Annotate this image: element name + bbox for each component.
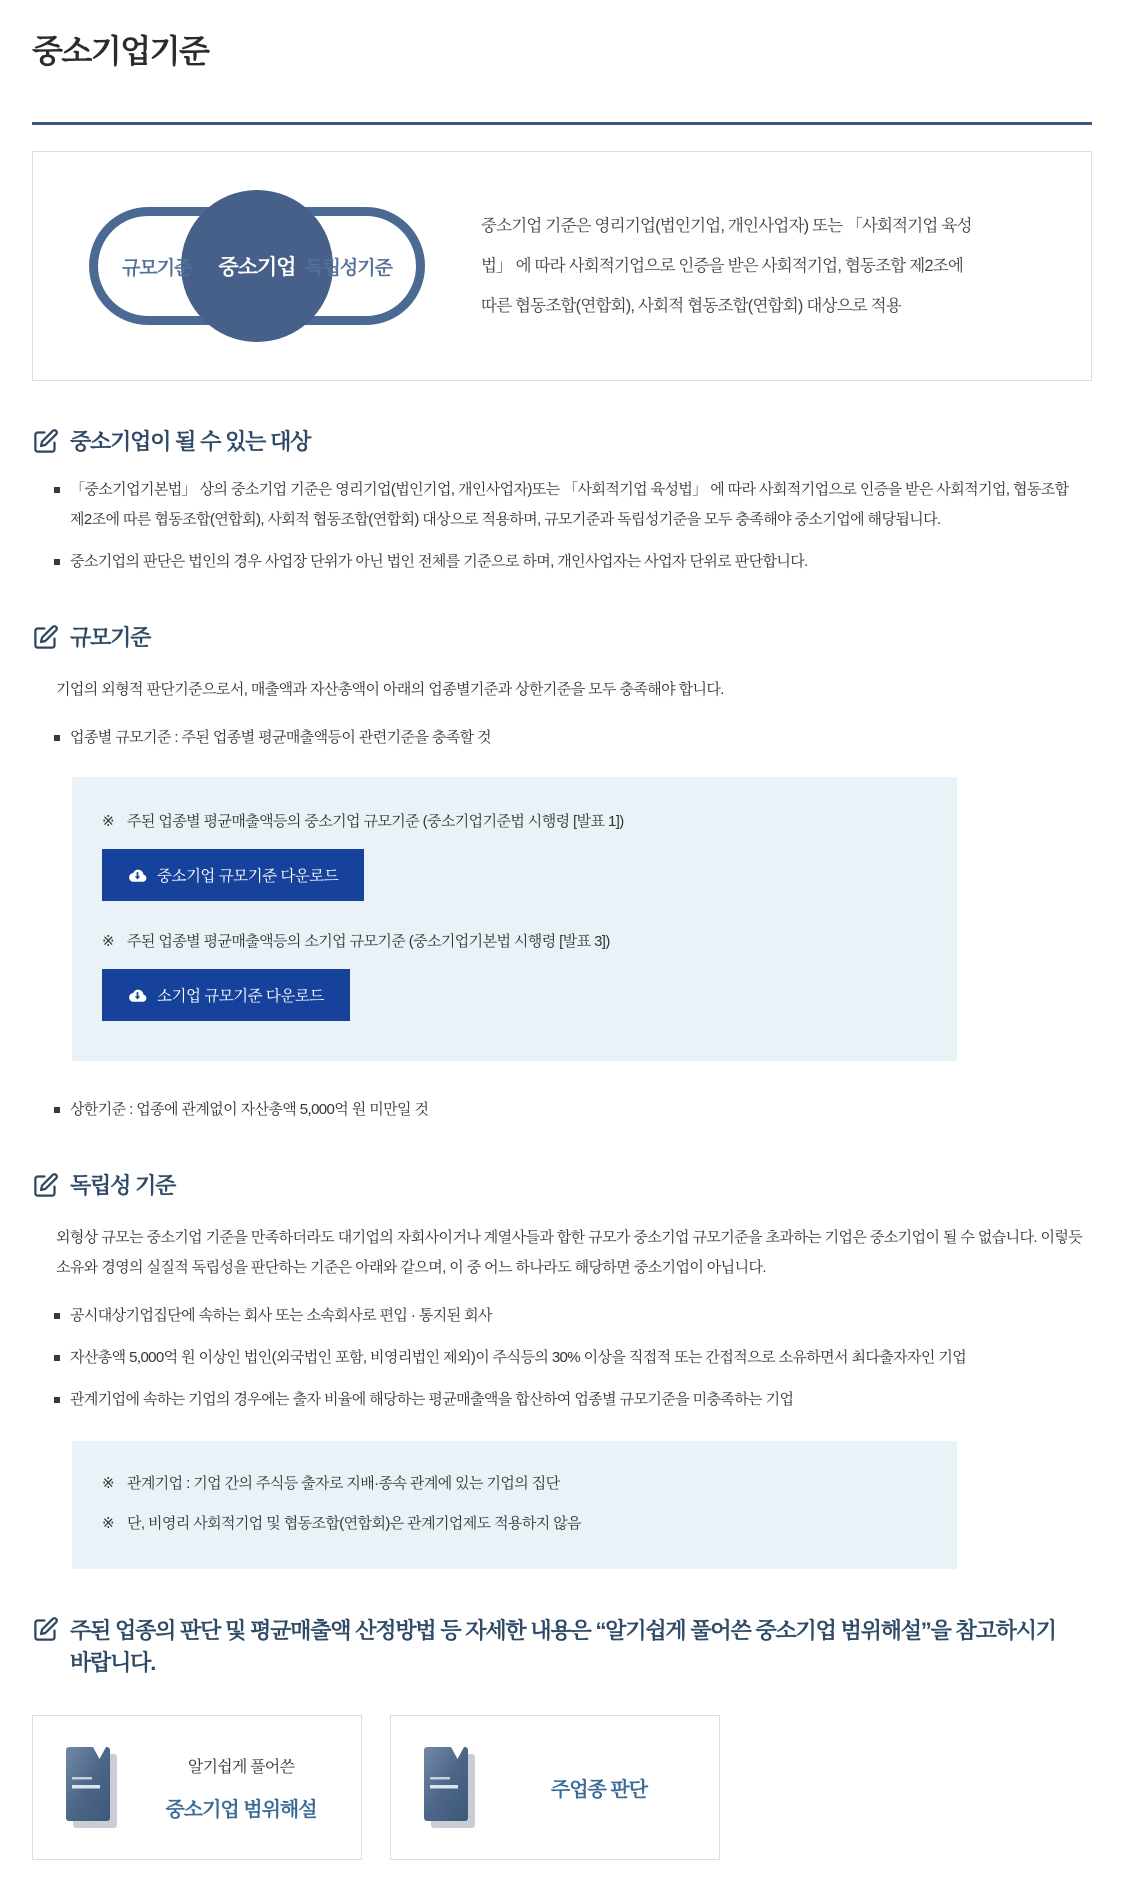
scale-note-box (72, 777, 957, 1061)
section-scale-heading (32, 623, 1092, 653)
page-title: 중소기업기준 (32, 33, 209, 69)
scale-bullets (54, 723, 1092, 753)
bullet-item: 중소기업의 판단은 법인의 경우 사업장 단위가 아닌 법인 전체를 기준으로 하며, 개인사업자는 사업자 단위로 판단합니다. (54, 547, 1084, 577)
note-line (102, 811, 927, 833)
sme-size-download-button[interactable] (102, 849, 364, 901)
venn-label-center: 중소기업 (218, 256, 296, 279)
book-icon (63, 1745, 129, 1831)
venn-diagram (89, 207, 425, 325)
bullet-item: 업종별 규모기준 : 주된 업종별 평균매출액등이 관련기준을 충족할 것 (54, 723, 1084, 753)
section-title: 독립성 기준 (70, 1173, 176, 1198)
independence-bullets (54, 1301, 1092, 1415)
bullet-item: 상한기준 : 업종에 관계없이 자산총액 5,000억 원 미만일 것 (54, 1095, 1084, 1125)
title-divider (32, 122, 1092, 125)
bullet-item: 공시대상기업집단에 속하는 회사 또는 소속회사로 편입 · 통지된 회사 (54, 1301, 1084, 1331)
edit-icon (32, 428, 59, 455)
reference-mark: ※ (102, 813, 114, 830)
download-button-label: 소기업 규모기준 다운로드 (157, 988, 324, 1005)
book-icon (421, 1745, 487, 1831)
download-button-label: 중소기업 규모기준 다운로드 (157, 868, 339, 885)
venn-label-left: 규모기준 (122, 257, 192, 279)
bullet-item: 관계기업에 속하는 기업의 경우에는 출자 비율에 해당하는 평균매출액을 합산하여 업종별 규모기준을 미충족하는 기업 (54, 1385, 1084, 1415)
card-labels (129, 1754, 353, 1822)
reference-mark: ※ (102, 1515, 114, 1532)
card-labels (487, 1773, 711, 1802)
card-main-label: 중소기업 범위해설 (165, 1798, 317, 1821)
section-eligible-heading (32, 427, 1092, 457)
note-text: 주된 업종별 평균매출액등의 중소기업 규모기준 (중소기업기준법 시행령 [발표 1]) (126, 813, 624, 830)
scale-intro: 기업의 외형적 판단기준으로서, 매출액과 자산총액이 아래의 업종별기준과 상한기준을 모두 충족해야 합니다. (56, 681, 724, 698)
edit-icon (32, 1616, 59, 1643)
scale-cap-bullet (54, 1095, 1092, 1125)
edit-icon (32, 624, 59, 651)
note-text: 단, 비영리 사회적기업 및 협동조합(연합회)은 관계기업제도 적용하지 않음 (126, 1515, 582, 1532)
intro-box (32, 151, 1092, 381)
card-sme-scope-guide[interactable] (32, 1715, 362, 1860)
download-icon (128, 988, 147, 1003)
bullet-item: 「중소기업기본법」 상의 중소기업 기준은 영리기업(법인기업, 개인사업자)또는 「사회적기업 육성법」 에 따라 사회적기업으로 인증을 받은 사회적기업, 협동조합 제2조에 따른 협동조합(연합회), 사회적 협동조합(연합회) 대상으로 적용하며, 규모기준과 독립성기준을 모두 충족해야 중소기업에 해당됩니다. (54, 475, 1084, 535)
card-top-label: 알기쉽게 풀어쓴 (187, 1758, 295, 1776)
independence-note-box (72, 1441, 957, 1569)
reference-mark: ※ (102, 1475, 114, 1492)
independence-intro: 외형상 규모는 중소기업 기준을 만족하더라도 대기업의 자회사이거나 계열사들과 합한 규모가 중소기업 규모기준을 초과하는 기업은 중소기업이 될 수 없습니다. 이렇듯 소유와 경영의 실질적 독립성을 판단하는 기준은 아래와 같으며, 이 중 어느 하나라도 해당하면 중소기업이 아닙니다. (56, 1229, 1083, 1276)
footer-note-heading (32, 1615, 1092, 1679)
eligible-bullets (54, 475, 1092, 577)
edit-icon (32, 1172, 59, 1199)
section-title: 중소기업이 될 수 있는 대상 (70, 429, 311, 454)
section-independence-heading (32, 1171, 1092, 1201)
note-line (102, 1513, 927, 1535)
note-line (102, 931, 927, 953)
small-biz-size-download-button[interactable] (102, 969, 350, 1021)
note-line (102, 1473, 927, 1495)
card-main-label: 주업종 판단 (550, 1779, 648, 1801)
note-text: 관계기업 : 기업 간의 주식등 출자로 지배·종속 관계에 있는 기업의 집단 (126, 1475, 560, 1492)
bullet-item: 자산총액 5,000억 원 이상인 법인(외국법인 포함, 비영리법인 제외)이 주식등의 30% 이상을 직접적 또는 간접적으로 소유하면서 최다출자자인 기업 (54, 1343, 1084, 1373)
intro-description: 중소기업 기준은 영리기업(법인기업, 개인사업자) 또는 「사회적기업 육성법」 에 따라 사회적기업으로 인증을 받은 사회적기업, 협동조합 제2조에 따른 협동조합(연합회), 사회적 협동조합(연합회) 대상으로 적용 (481, 217, 972, 315)
footer-note-text: 주된 업종의 판단 및 평균매출액 산정방법 등 자세한 내용은 “알기쉽게 풀어쓴 중소기업 범위해설”을 참고하시기 바랍니다. (70, 1618, 1056, 1675)
note-text: 주된 업종별 평균매출액등의 소기업 규모기준 (중소기업기본법 시행령 [발표 3]) (126, 933, 610, 950)
venn-label-right: 독립성기준 (305, 257, 392, 279)
section-title: 규모기준 (70, 625, 151, 650)
cards-row (32, 1715, 1092, 1860)
card-main-business-judgement[interactable] (390, 1715, 720, 1860)
reference-mark: ※ (102, 933, 114, 950)
download-icon (128, 868, 147, 883)
